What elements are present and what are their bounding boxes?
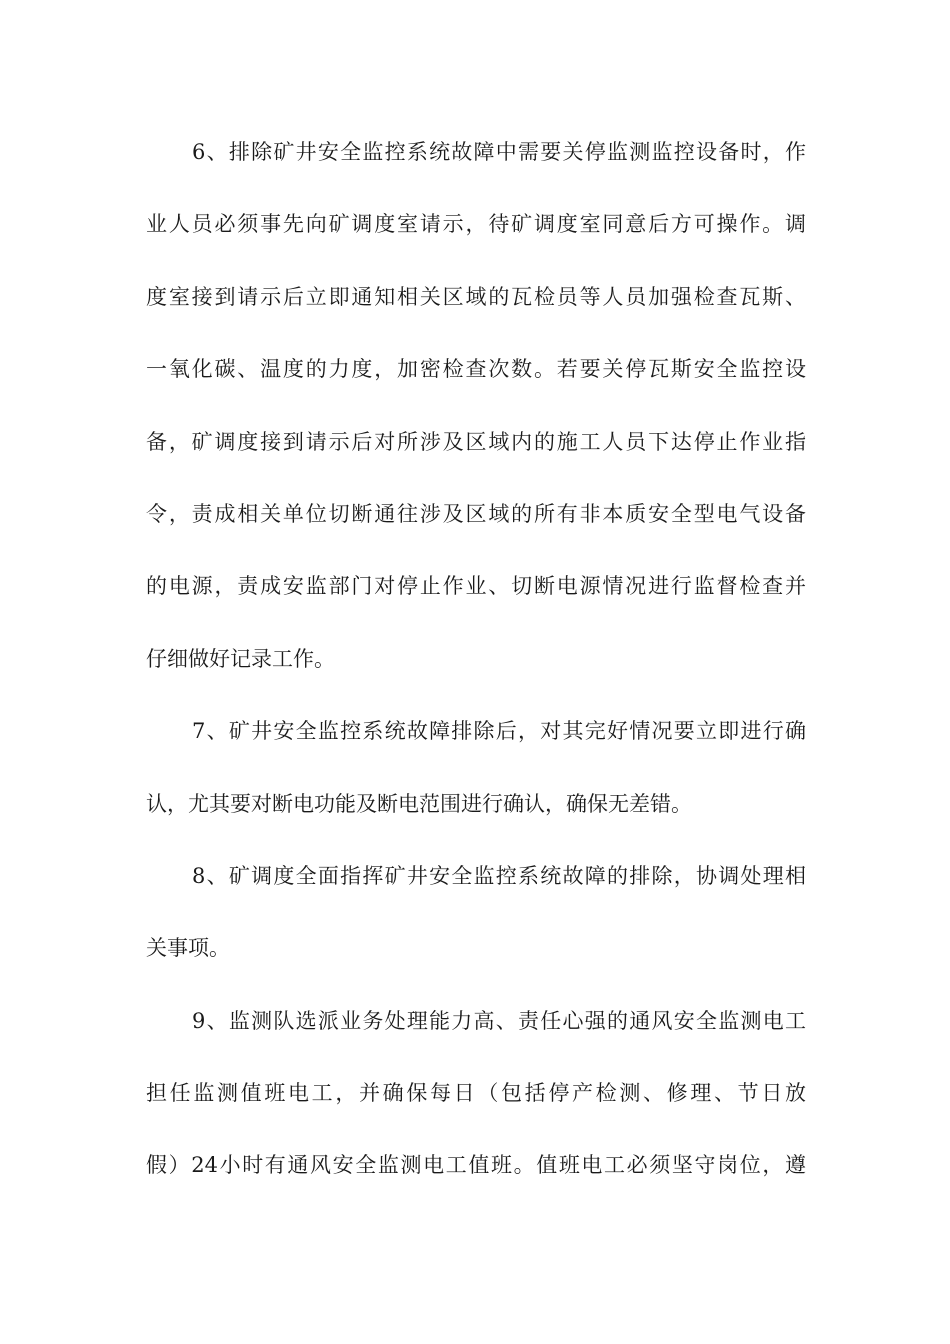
paragraph-6-line-7: 的电源，责成安监部门对停止作业、切断电源情况进行监督检查并 [146, 574, 806, 598]
paragraph-8-line-2: 关事项。 [146, 936, 230, 960]
paragraph-9-line-3: 假）24小时有通风安全监测电工值班。值班电工必须坚守岗位，遵 [146, 1153, 806, 1177]
paragraph-8-line-1: 8、矿调度全面指挥矿井安全监控系统故障的排除，协调处理相 [192, 864, 806, 888]
paragraph-6-line-3: 度室接到请示后立即通知相关区域的瓦检员等人员加强检查瓦斯、 [146, 285, 806, 309]
paragraph-6-line-4: 一氧化碳、温度的力度，加密检查次数。若要关停瓦斯安全监控设 [146, 357, 806, 381]
paragraph-7-line-1: 7、矿井安全监控系统故障排除后，对其完好情况要立即进行确 [192, 719, 806, 743]
paragraph-6-line-2: 业人员必须事先向矿调度室请示，待矿调度室同意后方可操作。调 [146, 212, 806, 236]
paragraph-6-line-8: 仔细做好记录工作。 [146, 647, 335, 671]
paragraph-9-line-2: 担任监测值班电工，并确保每日（包括停产检测、修理、节日放 [146, 1081, 806, 1105]
paragraph-6-line-5: 备，矿调度接到请示后对所涉及区域内的施工人员下达停止作业指 [146, 430, 806, 454]
paragraph-7-line-2: 认，尤其要对断电功能及断电范围进行确认，确保无差错。 [146, 792, 692, 816]
paragraph-6-line-6: 令，责成相关单位切断通往涉及区域的所有非本质安全型电气设备 [146, 502, 806, 526]
paragraph-6-line-1: 6、排除矿井安全监控系统故障中需要关停监测监控设备时，作 [192, 140, 806, 164]
paragraph-9-line-1: 9、监测队选派业务处理能力高、责任心强的通风安全监测电工 [192, 1009, 806, 1033]
